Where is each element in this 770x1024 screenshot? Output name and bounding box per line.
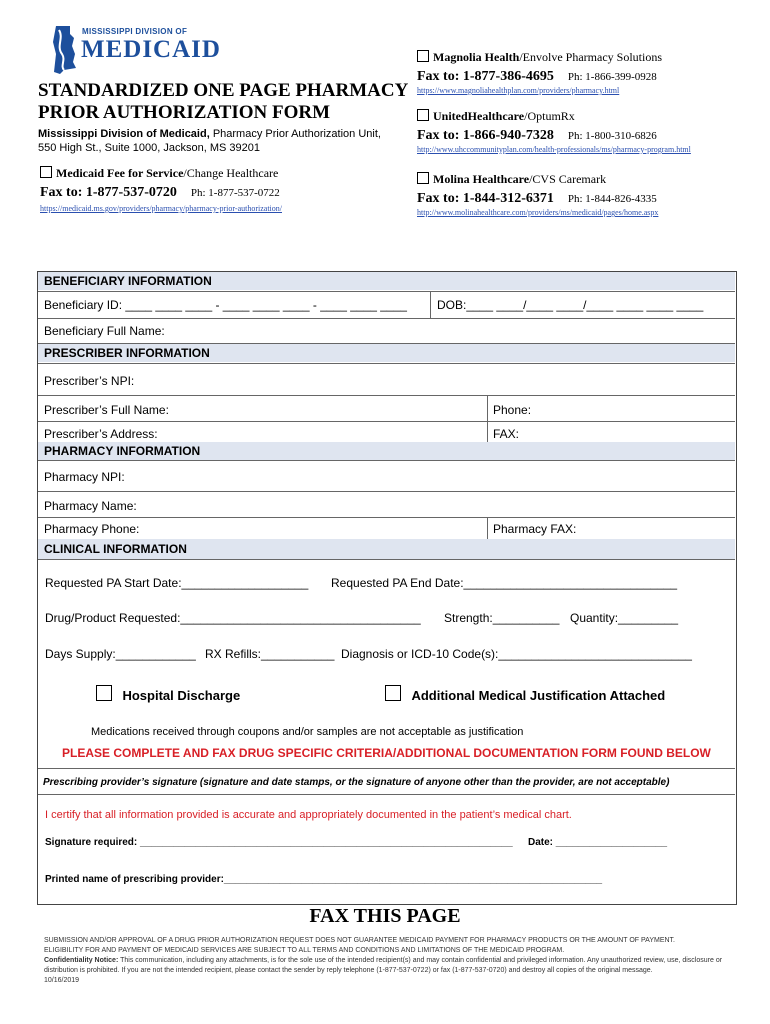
days-supply-field[interactable]: Days Supply:____________ [45, 647, 196, 661]
plan-fax: Fax to: 1-877-386-4695 [417, 69, 554, 84]
dob-field[interactable]: DOB:____ ____/____ ____/____ ____ ____ ____ [437, 298, 704, 312]
plan-medicaid-ffs [40, 166, 282, 213]
plan-fax: Fax to: 1-844-312-6371 [417, 191, 554, 206]
pa-start-date-field[interactable]: Requested PA Start Date:___________________ [45, 576, 309, 590]
plan-phone: Ph: 1-866-399-0928 [567, 71, 657, 83]
plan-fax: Fax to: 1-877-537-0720 [40, 185, 177, 200]
signature-date-field[interactable]: Date: ____________________ [528, 837, 668, 848]
hospital-discharge-label: Hospital Discharge [122, 688, 241, 703]
plan-name: UnitedHealthcare [433, 109, 525, 123]
prescriber-fax-field[interactable]: FAX: [493, 427, 520, 441]
plan-magnolia [417, 50, 662, 95]
divider [38, 460, 735, 461]
pharmacy-section-heading: PHARMACY INFORMATION [38, 442, 735, 460]
confidentiality-text: This communication, including any attachments, is for the sole use of the intended recipient(s) and may contain confidential and privileged information. Any unauthorized review, use, disclosure or distribution is prohibited. If you are not the intended recipient, please contact the sender by reply telephone (1-877-537-0722) or fax (1-877-537-0720) and destroy all copies of the original message. [44, 957, 723, 974]
signature-field[interactable]: Signature required: ___________________________________________________________________ [45, 837, 513, 848]
plan-url-link[interactable]: http://www.molinahealthcare.com/providers/ms/medicaid/pages/home.aspx [417, 208, 659, 217]
divider [38, 559, 735, 560]
plan-url-link[interactable]: http://www.uhccommunityplan.com/health-professionals/ms/pharmacy-program.html [417, 145, 691, 154]
logo-small-text: MISSISSIPPI DIVISION OF [82, 27, 188, 36]
justification-option[interactable] [385, 685, 665, 706]
drug-product-field[interactable]: Drug/Product Requested:____________________________________ [45, 611, 421, 625]
pharmacy-phone-field[interactable]: Pharmacy Phone: [44, 522, 140, 536]
prescriber-npi-field[interactable]: Prescriber’s NPI: [44, 374, 135, 388]
divider [430, 291, 431, 318]
quantity-field[interactable]: Quantity:_________ [570, 611, 679, 625]
divider [38, 363, 735, 364]
divider [38, 517, 735, 518]
agency-unit: Pharmacy Prior Authorization Unit, [209, 128, 381, 140]
form-title-line1: STANDARDIZED ONE PAGE PHARMACY [38, 80, 409, 101]
agency-name: Mississippi Division of Medicaid, [38, 128, 210, 140]
divider [38, 395, 735, 396]
justification-label: Additional Medical Justification Attached [411, 688, 666, 703]
plan-checkbox[interactable] [417, 172, 429, 184]
disclaimer-line2: ELIGIBILITY FOR AND PAYMENT OF MEDICAID SERVICES ARE SUBJECT TO ALL TERMS AND CONDITIONS AND LIMITATIONS OF THE MEDICAID PROGRAM. [44, 947, 565, 954]
rx-refills-field[interactable]: RX Refills:___________ [205, 647, 335, 661]
footer-disclaimer [44, 936, 734, 986]
prescriber-address-field[interactable]: Prescriber’s Address: [44, 427, 158, 441]
form-date: 10/16/2019 [44, 977, 80, 984]
form-title [38, 80, 408, 124]
disclaimer-line1: SUBMISSION AND/OR APPROVAL OF A DRUG PRIOR AUTHORIZATION REQUEST DOES NOT GUARANTEE MEDICAID PAYMENT FOR PHARMACY PRODUCTS OR THE AMOUNT OF PAYMENT. [44, 937, 675, 944]
plan-url-link[interactable]: https://medicaid.ms.gov/providers/pharmacy/pharmacy-prior-authorization/ [40, 204, 282, 213]
prescriber-name-field[interactable]: Prescriber’s Full Name: [44, 403, 169, 417]
agency-info [38, 127, 381, 155]
confidentiality-label: Confidentiality Notice: [44, 957, 119, 964]
plan-checkbox[interactable] [417, 50, 429, 62]
beneficiary-name-field[interactable]: Beneficiary Full Name: [44, 324, 165, 338]
plan-name: Magnolia Health [433, 50, 520, 64]
plan-name: Medicaid Fee for Service [56, 166, 184, 180]
certify-statement: I certify that all information provided is accurate and appropriately documented in the patient’s medical chart. [45, 809, 572, 821]
hospital-discharge-option[interactable] [96, 685, 240, 706]
plan-fax: Fax to: 1-866-940-7328 [417, 128, 554, 143]
plan-vendor: /Envolve Pharmacy Solutions [519, 50, 662, 64]
beneficiary-id-field[interactable]: Beneficiary ID: ____ ____ ____ - ____ ____ ____ - ____ ____ ____ [44, 298, 407, 312]
prescriber-section-heading: PRESCRIBER INFORMATION [38, 344, 735, 362]
form-title-line2: PRIOR AUTHORIZATION FORM [38, 102, 331, 123]
divider [38, 491, 735, 492]
plan-phone: Ph: 1-877-537-0722 [190, 187, 280, 199]
divider [38, 291, 735, 292]
diagnosis-field[interactable]: Diagnosis or ICD-10 Code(s):_____________________________ [341, 647, 692, 661]
plan-checkbox[interactable] [40, 166, 52, 178]
plan-vendor: /CVS Caremark [529, 172, 607, 186]
logo-big-text: MEDICAID [81, 36, 221, 63]
pharmacy-fax-field[interactable]: Pharmacy FAX: [493, 522, 577, 536]
plan-vendor: /Change Healthcare [183, 166, 279, 180]
plan-url-link[interactable]: https://www.magnoliahealthplan.com/providers/pharmacy.html [417, 86, 620, 95]
plan-phone: Ph: 1-800-310-6826 [567, 130, 657, 142]
strength-field[interactable]: Strength:__________ [444, 611, 560, 625]
beneficiary-section-heading: BENEFICIARY INFORMATION [38, 272, 735, 290]
divider [38, 794, 735, 795]
plan-unitedhealthcare [417, 109, 691, 154]
pa-end-date-field[interactable]: Requested PA End Date:________________________________ [331, 576, 678, 590]
confidentiality-notice [44, 956, 734, 976]
signature-note: Prescribing provider’s signature (signature and date stamps, or the signature of anyone other than the provider, are not acceptable) [43, 777, 670, 788]
divider [487, 395, 488, 442]
medicaid-logo [50, 24, 221, 74]
divider [487, 517, 488, 539]
fax-this-page-heading: FAX THIS PAGE [309, 905, 461, 927]
clinical-section-heading: CLINICAL INFORMATION [38, 539, 735, 559]
pharmacy-name-field[interactable]: Pharmacy Name: [44, 499, 137, 513]
prescriber-phone-field[interactable]: Phone: [493, 403, 532, 417]
coupons-note: Medications received through coupons and/or samples are not acceptable as justification [91, 726, 524, 738]
divider [38, 421, 735, 422]
divider [38, 318, 735, 319]
pharmacy-npi-field[interactable]: Pharmacy NPI: [44, 470, 125, 484]
justification-checkbox[interactable] [385, 685, 401, 701]
plan-checkbox[interactable] [417, 109, 429, 121]
plan-name: Molina Healthcare [433, 172, 530, 186]
hospital-discharge-checkbox[interactable] [96, 685, 112, 701]
plan-vendor: /OptumRx [524, 109, 575, 123]
divider [38, 768, 735, 769]
printed-name-field[interactable]: Printed name of prescribing provider:____________________________________________________________________ [45, 874, 603, 885]
mississippi-state-icon [50, 24, 78, 74]
agency-address: 550 High St., Suite 1000, Jackson, MS 39201 [38, 142, 260, 154]
plan-molina [417, 172, 658, 217]
red-notice: PLEASE COMPLETE AND FAX DRUG SPECIFIC CRITERIA/ADDITIONAL DOCUMENTATION FORM FOUND BELOW [62, 746, 711, 760]
plan-phone: Ph: 1-844-826-4335 [567, 193, 657, 205]
